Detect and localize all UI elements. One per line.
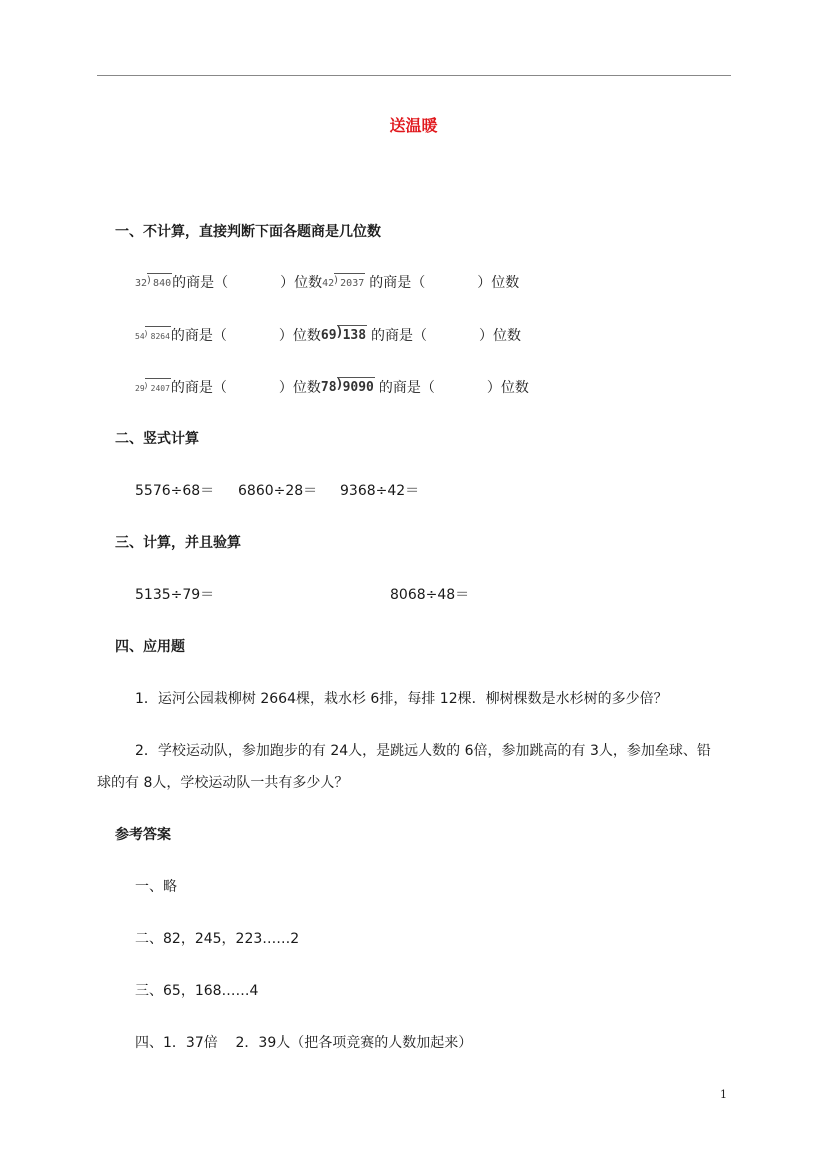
dividend: 2037 [340,278,365,289]
page-title: 送温暖 [389,116,438,135]
division-row-1 [135,273,519,294]
divisor: 78 [320,380,337,395]
verify-calc-2: 8068÷48＝ [390,587,470,603]
quotient-label: 的商是（ [170,328,227,344]
dividend: 840 [153,278,172,289]
long-division-2b [321,325,367,346]
long-division-1b [322,273,365,294]
quotient-label: 的商是（ [172,275,229,291]
answer-4: 四、1．37倍 2．39人（把各项竞赛的人数加起来） [135,1035,473,1051]
divisor: 29 [135,384,145,393]
header-rule [97,75,731,76]
digits-label: ）位数 [479,328,522,344]
word-problem-2-line-2: 球的有 8人，学校运动队一共有多少人？ [97,775,349,791]
word-problem-1: 1．运河公园栽柳树 2664棵，栽水杉 6排，每排 12棵．柳树棵数是水杉树的多少倍？ [135,691,668,707]
vertical-calc-3: 9368÷42＝ [340,483,420,499]
section-4-heading: 四、应用题 [115,639,185,655]
divisor: 54 [135,332,145,341]
section-2-heading: 二、竖式计算 [115,431,199,447]
quotient-label: 的商是（ [378,380,435,396]
vertical-calc-1: 5576÷68＝ [135,483,215,499]
divisor: 42 [322,278,335,289]
quotient-label: 的商是（ [369,275,426,291]
digits-label: ）位数 [280,275,323,291]
word-problem-2-line-1: 2．学校运动队，参加跑步的有 24人，是跳远人数的 6倍，参加跳高的有 3人，参加垒球、铅 [135,743,711,759]
divisor: 69 [320,328,337,343]
digits-label: ）位数 [278,328,321,344]
digits-label: ）位数 [477,275,520,291]
quotient-label: 的商是（ [371,328,428,344]
division-row-2 [135,325,521,347]
answers-heading: 参考答案 [115,827,171,843]
long-division-3a [135,378,171,399]
dividend: 9090 [342,380,374,395]
section-3-heading: 三、计算，并且验算 [115,535,241,551]
division-row-3 [135,377,529,399]
long-division-2a [135,326,171,347]
dividend: 138 [342,328,367,343]
divisor: 32 [135,278,148,289]
answer-2: 二、82，245，223……2 [135,931,300,947]
quotient-label: 的商是（ [170,380,227,396]
verify-calc-1: 5135÷79＝ [135,587,215,603]
dividend: 8264 [150,332,170,341]
section-1-heading: 一、不计算，直接判断下面各题商是几位数 [115,224,381,240]
digits-label: ）位数 [486,380,529,396]
answer-3: 三、65，168……4 [135,983,259,999]
dividend: 2407 [150,384,170,393]
answer-1: 一、略 [135,879,177,895]
vertical-calc-2: 6860÷28＝ [238,483,318,499]
long-division-1a [135,273,172,294]
page-number: 1 [720,1088,727,1101]
long-division-3b [321,377,375,398]
digits-label: ）位数 [278,380,321,396]
